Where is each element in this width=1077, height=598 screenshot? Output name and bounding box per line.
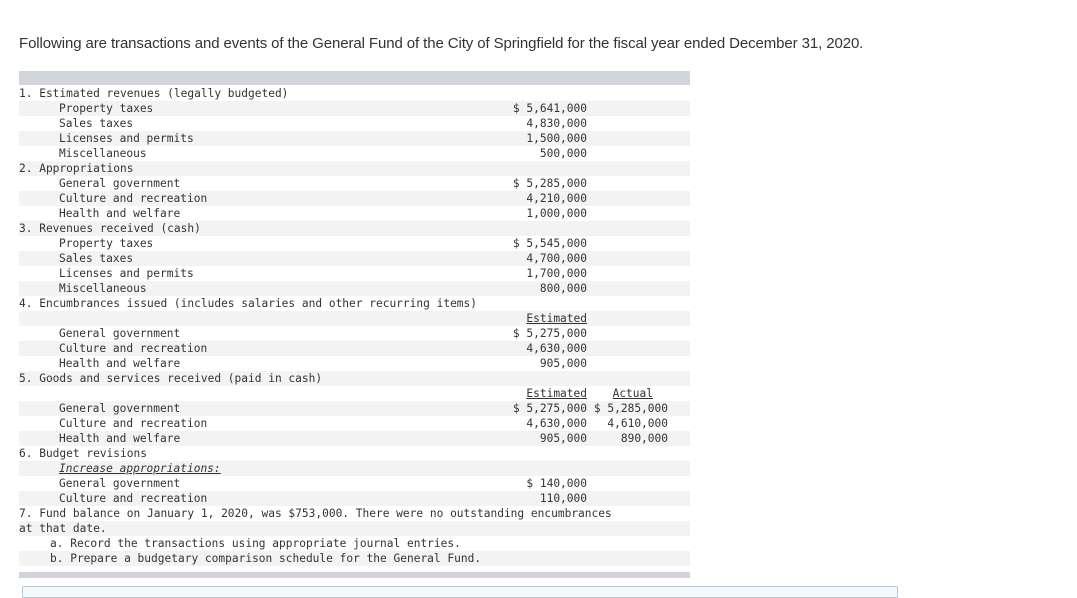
table-row (19, 431, 690, 446)
row-amount: 4,630,000 (526, 417, 587, 430)
table-row (19, 536, 690, 551)
row-label: Culture and recreation (59, 492, 208, 505)
row-amount: $ 5,275,000 (512, 402, 587, 415)
table-row (19, 476, 690, 491)
row-label: Sales taxes (59, 117, 134, 130)
row-amount: 4,830,000 (526, 117, 587, 130)
row-amount: 4,630,000 (526, 342, 587, 355)
table-row (19, 521, 690, 536)
table-row (19, 551, 690, 566)
table-row (19, 266, 690, 281)
row-amount: $ 5,285,000 (512, 177, 587, 190)
answer-box-edge (22, 586, 898, 598)
row-label: Culture and recreation (59, 342, 208, 355)
table-row (19, 296, 690, 311)
row-amount: 905,000 (539, 432, 587, 445)
row-amount: $ 5,545,000 (512, 237, 587, 250)
table-row (19, 281, 690, 296)
table-row (19, 236, 690, 251)
table-row (19, 191, 690, 206)
transactions-table (19, 86, 690, 566)
row-amount: 4,210,000 (526, 192, 587, 205)
column-header-actual: Actual (612, 387, 653, 400)
table-row (19, 371, 690, 386)
row-label: Increase appropriations: (59, 462, 221, 475)
row-label: Health and welfare (59, 207, 181, 220)
table-row (19, 356, 690, 371)
table-row (19, 116, 690, 131)
row-label: 6. Budget revisions (19, 447, 147, 460)
row-amount: 1,000,000 (526, 207, 587, 220)
table-row (19, 221, 690, 236)
row-label: Miscellaneous (59, 147, 147, 160)
row-label: Licenses and permits (59, 267, 194, 280)
row-label: a. Record the transactions using appropriate journal entries. (50, 537, 461, 550)
column-header-estimated: Estimated (526, 387, 587, 400)
row-label: 4. Encumbrances issued (includes salaries and other recurring items) (19, 297, 478, 310)
row-amount: 4,700,000 (526, 252, 587, 265)
table-bottom-bar (19, 572, 690, 578)
row-label: Licenses and permits (59, 132, 194, 145)
table-row (19, 311, 690, 326)
row-label: General government (59, 477, 181, 490)
table-row (19, 416, 690, 431)
table-row (19, 401, 690, 416)
table-row (19, 161, 690, 176)
table-row (19, 446, 690, 461)
row-label: General government (59, 177, 181, 190)
row-label: Sales taxes (59, 252, 134, 265)
table-row (19, 326, 690, 341)
row-amount: $ 140,000 (526, 477, 587, 490)
table-row (19, 251, 690, 266)
table-row (19, 176, 690, 191)
row-label: Health and welfare (59, 357, 181, 370)
table-row (19, 341, 690, 356)
row-label: Health and welfare (59, 432, 181, 445)
row-amount: 500,000 (539, 147, 587, 160)
row-label: Culture and recreation (59, 417, 208, 430)
row-label: Miscellaneous (59, 282, 147, 295)
problem-intro: Following are transactions and events of the General Fund of the City of Springfield for the fiscal year ended December 31, 2020. (19, 35, 864, 52)
table-row (19, 131, 690, 146)
table-top-bar (19, 71, 690, 85)
row-label: Property taxes (59, 237, 154, 250)
row-label: Culture and recreation (59, 192, 208, 205)
row-amount: 1,700,000 (526, 267, 587, 280)
row-label: at that date. (19, 522, 107, 535)
row-label: b. Prepare a budgetary comparison schedule for the General Fund. (50, 552, 482, 565)
table-row (19, 146, 690, 161)
table-row (19, 461, 690, 476)
row-label: 5. Goods and services received (paid in cash) (19, 372, 323, 385)
table-row (19, 86, 690, 101)
row-amount: $ 5,641,000 (512, 102, 587, 115)
table-row (19, 206, 690, 221)
table-row (19, 506, 690, 521)
row-amount-actual: 890,000 (620, 432, 668, 445)
table-row (19, 491, 690, 506)
table-row (19, 386, 690, 401)
row-amount: 110,000 (539, 492, 587, 505)
row-amount: 800,000 (539, 282, 587, 295)
row-amount-actual: 4,610,000 (607, 417, 668, 430)
row-label: General government (59, 402, 181, 415)
row-amount: $ 5,275,000 (512, 327, 587, 340)
row-label: Property taxes (59, 102, 154, 115)
row-amount: 905,000 (539, 357, 587, 370)
column-header-estimated: Estimated (526, 312, 587, 325)
table-row (19, 101, 690, 116)
row-label: 3. Revenues received (cash) (19, 222, 201, 235)
row-label: General government (59, 327, 181, 340)
row-label: 7. Fund balance on January 1, 2020, was $753,000. There were no outstanding encumbrances (19, 507, 612, 520)
row-label: 1. Estimated revenues (legally budgeted) (19, 87, 289, 100)
row-label: 2. Appropriations (19, 162, 134, 175)
row-amount-actual: $ 5,285,000 (593, 402, 668, 415)
row-amount: 1,500,000 (526, 132, 587, 145)
